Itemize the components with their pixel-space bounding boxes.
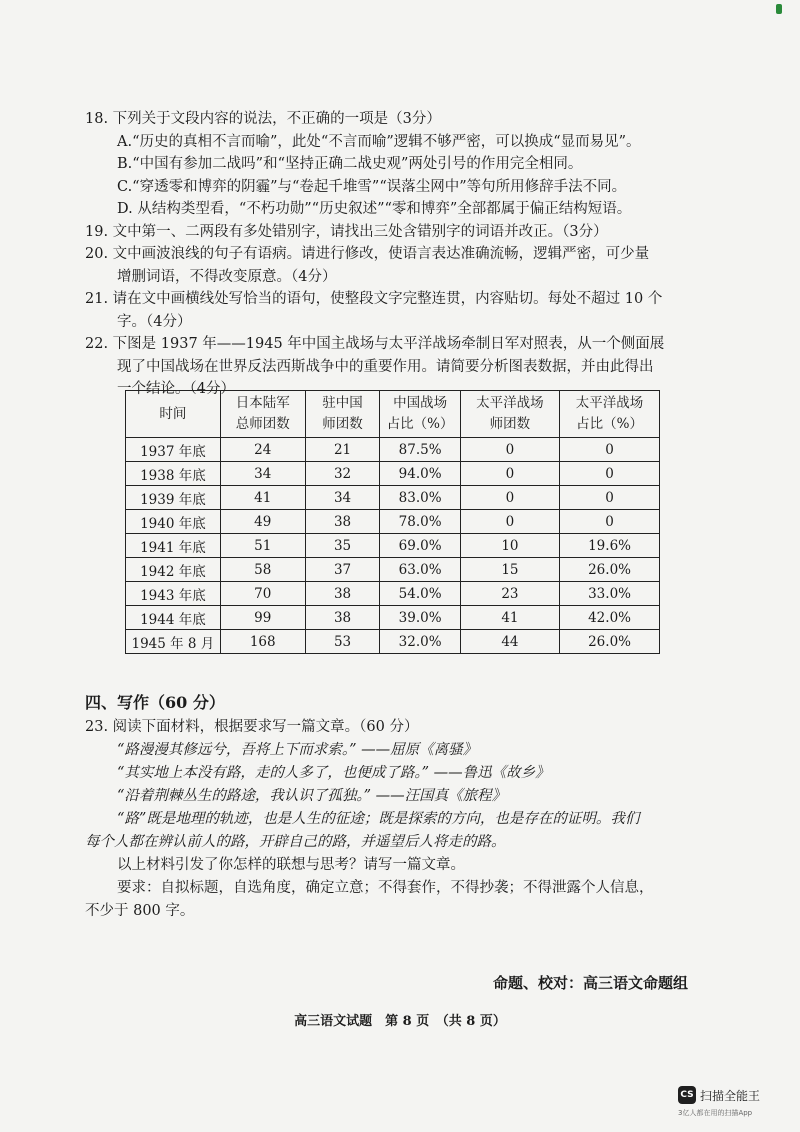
- q19-stem: 19. 文中第一、二两段有多处错别字，请找出三处含错别字的词语并改正。（3分）: [85, 223, 608, 240]
- table-cell: 63.0%: [380, 558, 460, 582]
- table-cell: 37: [305, 558, 380, 582]
- q23-stem: 23. 阅读下面材料，根据要求写一篇文章。（60 分）: [85, 719, 419, 735]
- table-cell: 15: [460, 558, 559, 582]
- q21-line2: 字。（4分）: [117, 313, 192, 330]
- table-cell: 1945 年 8 月: [126, 630, 221, 654]
- table-cell: 54.0%: [380, 582, 460, 606]
- q20-line1: 20. 文中画波浪线的句子有语病。请进行修改，使语言表达准确流畅，逻辑严密，可少量: [85, 246, 650, 262]
- table-cell: 26.0%: [560, 558, 660, 582]
- table-header-row: [126, 391, 660, 438]
- q21-line1: 21. 请在文中画横线处写恰当的语句，使整段文字完整连贯，内容贴切。每处不超过 10 个: [85, 291, 663, 307]
- table-cell: 44: [460, 630, 559, 654]
- questions-block: [85, 108, 695, 401]
- table-cell: 87.5%: [380, 438, 460, 462]
- table-cell: 21: [305, 438, 380, 462]
- table-cell: 78.0%: [380, 510, 460, 534]
- requirements-line2: 不少于 800 字。: [85, 903, 195, 919]
- writing-block: [85, 716, 695, 923]
- table-cell: 0: [460, 486, 559, 510]
- table-cell: 32.0%: [380, 630, 460, 654]
- table-cell: 0: [460, 462, 559, 486]
- table-row: [126, 582, 660, 606]
- table-cell: 34: [305, 486, 380, 510]
- header-pacific-share: 太平洋战场 占比（%）: [560, 391, 660, 438]
- material-paragraph-line1: “路”既是地理的轨迹，也是人生的征途；既是探索的方向，也是存在的证明。我们: [117, 811, 640, 827]
- table-cell: 39.0%: [380, 606, 460, 630]
- section-title-writing: 四、写作（60 分）: [85, 693, 225, 712]
- table-cell: 1940 年底: [126, 510, 221, 534]
- q18-option-c: C.“穿透零和博弈的阴霾”与“卷起千堆雪”“误落尘网中”等句所用修辞手法不同。: [117, 178, 627, 195]
- scanner-app-name: 扫描全能王: [700, 1089, 761, 1103]
- table-cell: 168: [220, 630, 305, 654]
- table-cell: 0: [460, 438, 559, 462]
- table-cell: 1941 年底: [126, 534, 221, 558]
- table-cell: 49: [220, 510, 305, 534]
- table-cell: 23: [460, 582, 559, 606]
- q18-option-b: B.“中国有参加二战吗”和“坚持正确二战史观”两处引号的作用完全相同。: [117, 156, 583, 172]
- table-cell: 0: [560, 510, 660, 534]
- page-footer: 高三语文试题 第 8 页 （共 8 页）: [294, 1014, 506, 1029]
- table-row: [126, 534, 660, 558]
- table-cell: 51: [220, 534, 305, 558]
- table-cell: 38: [305, 582, 380, 606]
- q20-line2: 增删词语，不得改变原意。（4分）: [117, 268, 337, 285]
- table-cell: 1937 年底: [126, 438, 221, 462]
- q22-line2: 现了中国战场在世界反法西斯战争中的重要作用。请简要分析图表数据，并由此得出: [117, 358, 654, 375]
- q18-option-d: D. 从结构类型看，“不朽功勋”“历史叙述”“零和博弈”全部都属于偏正结构短语。: [117, 201, 632, 217]
- table-cell: 19.6%: [560, 534, 660, 558]
- q18-stem: 18. 下列关于文段内容的说法，不正确的一项是（3分）: [85, 111, 441, 127]
- table-cell: 26.0%: [560, 630, 660, 654]
- header-china-share: 中国战场 占比（%）: [380, 391, 460, 438]
- table-row: [126, 630, 660, 654]
- requirements-line1: 要求：自拟标题，自选角度，确定立意；不得套作，不得抄袭；不得泄露个人信息，: [117, 880, 654, 896]
- table-cell: 32: [305, 462, 380, 486]
- header-time: 时间: [126, 391, 221, 438]
- camscanner-logo-icon: CS: [678, 1086, 696, 1104]
- table-row: [126, 486, 660, 510]
- table-row: [126, 606, 660, 630]
- table-cell: 0: [560, 462, 660, 486]
- table-cell: 33.0%: [560, 582, 660, 606]
- table-row: [126, 462, 660, 486]
- table-cell: 34: [220, 462, 305, 486]
- table-cell: 1943 年底: [126, 582, 221, 606]
- header-china-divisions: 驻中国 师团数: [305, 391, 380, 438]
- q22-line1: 22. 下图是 1937 年——1945 年中国主战场与太平洋战场牵制日军对照表，从一个侧面展: [85, 336, 665, 352]
- table-cell: 1939 年底: [126, 486, 221, 510]
- table-cell: 70: [220, 582, 305, 606]
- table-body: [126, 438, 660, 654]
- scanner-slogan: 3亿人都在用的扫描App: [678, 1109, 753, 1117]
- table-row: [126, 510, 660, 534]
- header-pacific-divisions: 太平洋战场 师团数: [460, 391, 559, 438]
- table-cell: 1942 年底: [126, 558, 221, 582]
- table-cell: 38: [305, 510, 380, 534]
- table-cell: 99: [220, 606, 305, 630]
- table-cell: 0: [560, 486, 660, 510]
- table-cell: 38: [305, 606, 380, 630]
- table-cell: 41: [460, 606, 559, 630]
- q18-option-a: A.“历史的真相不言而喻”，此处“不言而喻”逻辑不够严密，可以换成“显而易见”。: [117, 133, 641, 150]
- table-cell: 58: [220, 558, 305, 582]
- table-cell: 83.0%: [380, 486, 460, 510]
- scan-edge-mark: [776, 4, 782, 14]
- table-cell: 53: [305, 630, 380, 654]
- material-paragraph-line2: 每个人都在辨认前人的路，开辟自己的路，并遥望后人将走的路。: [85, 834, 506, 850]
- table-cell: 94.0%: [380, 462, 460, 486]
- prompt-paragraph: 以上材料引发了你怎样的联想与思考？请写一篇文章。: [117, 857, 465, 873]
- quote-qu-yuan: “路漫漫其修远兮，吾将上下而求索。” ——屈原《离骚》: [117, 742, 478, 758]
- division-comparison-table: [125, 390, 660, 654]
- table-cell: 0: [460, 510, 559, 534]
- table-cell: 69.0%: [380, 534, 460, 558]
- table-row: [126, 558, 660, 582]
- table-cell: 1938 年底: [126, 462, 221, 486]
- table-cell: 42.0%: [560, 606, 660, 630]
- quote-lu-xun: “其实地上本没有路，走的人多了，也便成了路。” ——鲁迅《故乡》: [117, 765, 550, 781]
- quote-wang-guozhen: “沿着荆棘丛生的路途，我认识了孤独。” ——汪国真《旅程》: [117, 788, 507, 804]
- table-cell: 10: [460, 534, 559, 558]
- q22-line3: 一个结论。（4分）: [117, 381, 235, 397]
- table-cell: 41: [220, 486, 305, 510]
- scanner-watermark: [678, 1086, 788, 1122]
- table-cell: 0: [560, 438, 660, 462]
- table-row: [126, 438, 660, 462]
- table-cell: 24: [220, 438, 305, 462]
- header-total-divisions: 日本陆军 总师团数: [220, 391, 305, 438]
- author-credit: 命题、校对：高三语文命题组: [492, 974, 688, 992]
- table-cell: 35: [305, 534, 380, 558]
- table-cell: 1944 年底: [126, 606, 221, 630]
